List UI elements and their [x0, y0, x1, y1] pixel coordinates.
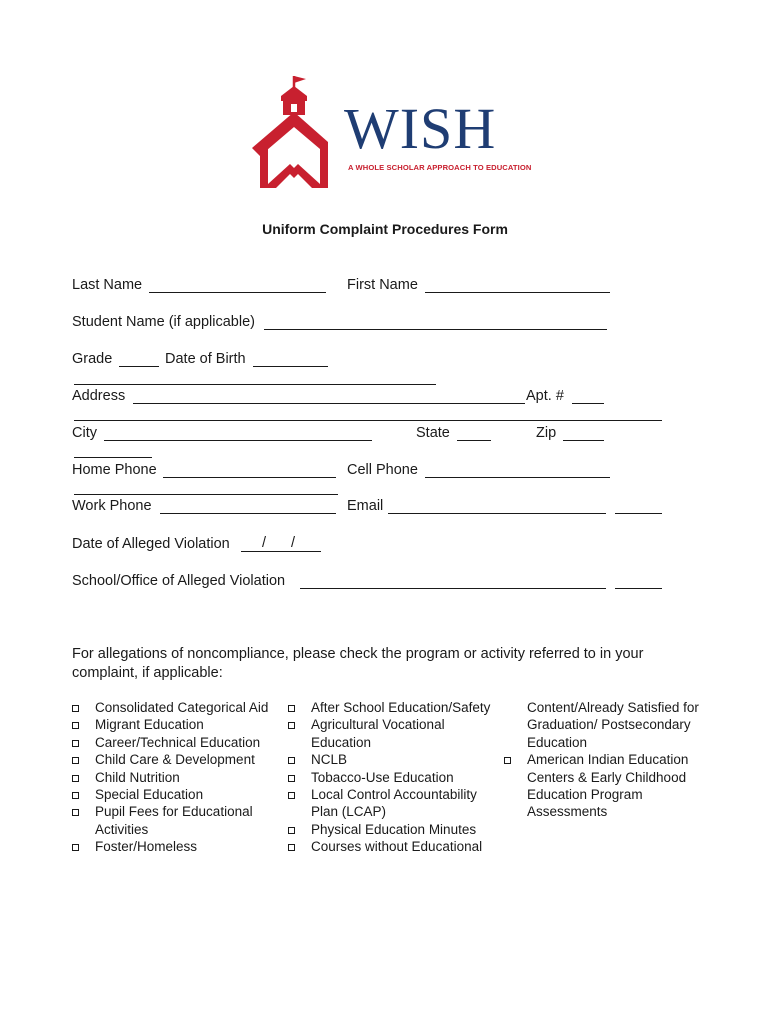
checkbox-icon[interactable]: [72, 844, 79, 851]
date-violation-field[interactable]: [241, 551, 321, 552]
apt-label: Apt. #: [526, 388, 564, 404]
date-separator-1: /: [262, 535, 267, 551]
checkbox-label: Child Nutrition: [95, 769, 180, 785]
grade-label: Grade: [72, 351, 113, 367]
checkbox-label: Special Education: [95, 787, 204, 803]
date-separator-2: /: [291, 535, 296, 551]
checkbox-label: Tobacco-Use Education: [311, 769, 454, 785]
checkbox-label: Foster/Homeless: [95, 839, 198, 855]
checkbox-item[interactable]: [72, 786, 272, 803]
checkbox-item[interactable]: [288, 716, 493, 751]
zip-field[interactable]: [563, 440, 604, 441]
first-name-label: First Name: [347, 277, 418, 293]
checkbox-item[interactable]: [72, 838, 272, 855]
checkbox-icon[interactable]: [288, 705, 295, 712]
apt-field[interactable]: [572, 403, 604, 404]
programs-intro: For allegations of noncompliance, please check the program or activity referred to in your complaint, if applicable:: [72, 646, 644, 681]
logo-wordmark: WISH: [344, 96, 497, 161]
checkbox-item[interactable]: [72, 734, 272, 751]
home-phone-field[interactable]: [163, 477, 336, 478]
checkbox-icon[interactable]: [72, 757, 79, 764]
checkbox-item[interactable]: [288, 699, 493, 716]
checkbox-label: Physical Education Minutes: [311, 821, 477, 837]
checkbox-item[interactable]: [72, 803, 272, 838]
email-field[interactable]: [388, 513, 606, 514]
programs-column-2: [288, 699, 493, 856]
email-field-extension[interactable]: [615, 513, 662, 514]
checkbox-icon[interactable]: [72, 705, 79, 712]
work-phone-field[interactable]: [160, 513, 336, 514]
checkbox-icon[interactable]: [288, 827, 295, 834]
work-phone-line-top[interactable]: [74, 494, 338, 495]
schoolhouse-logo-icon: [250, 74, 330, 192]
checkbox-label: Career/Technical Education: [95, 734, 261, 750]
checkbox-icon[interactable]: [288, 757, 295, 764]
checkbox-icon[interactable]: [72, 809, 79, 816]
city-line-top[interactable]: [74, 420, 662, 421]
cell-phone-field[interactable]: [425, 477, 610, 478]
checkbox-icon[interactable]: [72, 775, 79, 782]
city-field[interactable]: [104, 440, 372, 441]
programs-column-1: [72, 699, 272, 856]
student-name-field[interactable]: [264, 329, 607, 330]
checkbox-item[interactable]: [72, 699, 272, 716]
zip-label: Zip: [536, 425, 557, 441]
checkbox-icon[interactable]: [72, 792, 79, 799]
last-name-label: Last Name: [72, 277, 143, 293]
home-phone-line-top[interactable]: [74, 457, 152, 458]
checkbox-item[interactable]: [288, 821, 493, 838]
date-violation-label: Date of Alleged Violation: [72, 536, 230, 552]
checkbox-icon[interactable]: [72, 722, 79, 729]
checkbox-label: Pupil Fees for Educational Activities: [95, 804, 253, 837]
address-line-top[interactable]: [74, 384, 436, 385]
checkbox-label: Child Care & Development: [95, 752, 255, 768]
state-field[interactable]: [457, 440, 491, 441]
checkbox-label: Migrant Education: [95, 717, 204, 733]
email-label: Email: [347, 498, 384, 514]
checkbox-icon[interactable]: [288, 792, 295, 799]
checkbox-icon[interactable]: [288, 722, 295, 729]
address-field[interactable]: [133, 403, 525, 404]
checkbox-item[interactable]: [288, 838, 493, 855]
checkbox-icon[interactable]: [504, 757, 511, 764]
checkbox-item[interactable]: [288, 786, 493, 821]
dob-field[interactable]: [253, 366, 328, 367]
checkbox-icon[interactable]: [288, 775, 295, 782]
logo-tagline: A WHOLE SCHOLAR APPROACH TO EDUCATION: [348, 163, 532, 172]
student-name-label: Student Name (if applicable): [72, 314, 255, 330]
school-violation-label: School/Office of Alleged Violation: [72, 573, 286, 589]
checkbox-label: Local Control Accountability Plan (LCAP): [311, 787, 477, 820]
checkbox-item-continued: [504, 699, 704, 751]
checkbox-item[interactable]: [288, 751, 493, 768]
cell-phone-label: Cell Phone: [347, 462, 418, 478]
checkbox-label: Consolidated Categorical Aid: [95, 700, 269, 715]
address-label: Address: [72, 388, 126, 404]
checkbox-label: American Indian Education Centers & Early Childhood Education Program Assessments: [527, 752, 689, 820]
state-label: State: [416, 425, 450, 441]
city-label: City: [72, 425, 97, 441]
checkbox-label: Content/Already Satisfied for Graduation/ Postsecondary Education: [527, 700, 699, 750]
work-phone-label: Work Phone: [72, 498, 152, 514]
programs-column-3: [504, 699, 704, 821]
checkbox-icon[interactable]: [288, 844, 295, 851]
home-phone-label: Home Phone: [72, 462, 157, 478]
checkbox-item[interactable]: [72, 769, 272, 786]
checkbox-label: After School Education/Safety: [311, 700, 491, 715]
first-name-field[interactable]: [425, 292, 610, 293]
checkbox-icon[interactable]: [72, 740, 79, 747]
school-violation-field-extension[interactable]: [615, 588, 662, 589]
checkbox-item[interactable]: [72, 716, 272, 733]
checkbox-label: Courses without Educational: [311, 839, 483, 855]
checkbox-item[interactable]: [72, 751, 272, 768]
checkbox-item[interactable]: [504, 751, 704, 821]
last-name-field[interactable]: [149, 292, 326, 293]
form-title: Uniform Complaint Procedures Form: [262, 221, 508, 237]
checkbox-label: Agricultural Vocational Education: [311, 717, 445, 750]
checkbox-item[interactable]: [288, 769, 493, 786]
checkbox-label: NCLB: [311, 752, 348, 768]
grade-field[interactable]: [119, 366, 159, 367]
dob-label: Date of Birth: [165, 351, 246, 367]
school-violation-field[interactable]: [300, 588, 606, 589]
